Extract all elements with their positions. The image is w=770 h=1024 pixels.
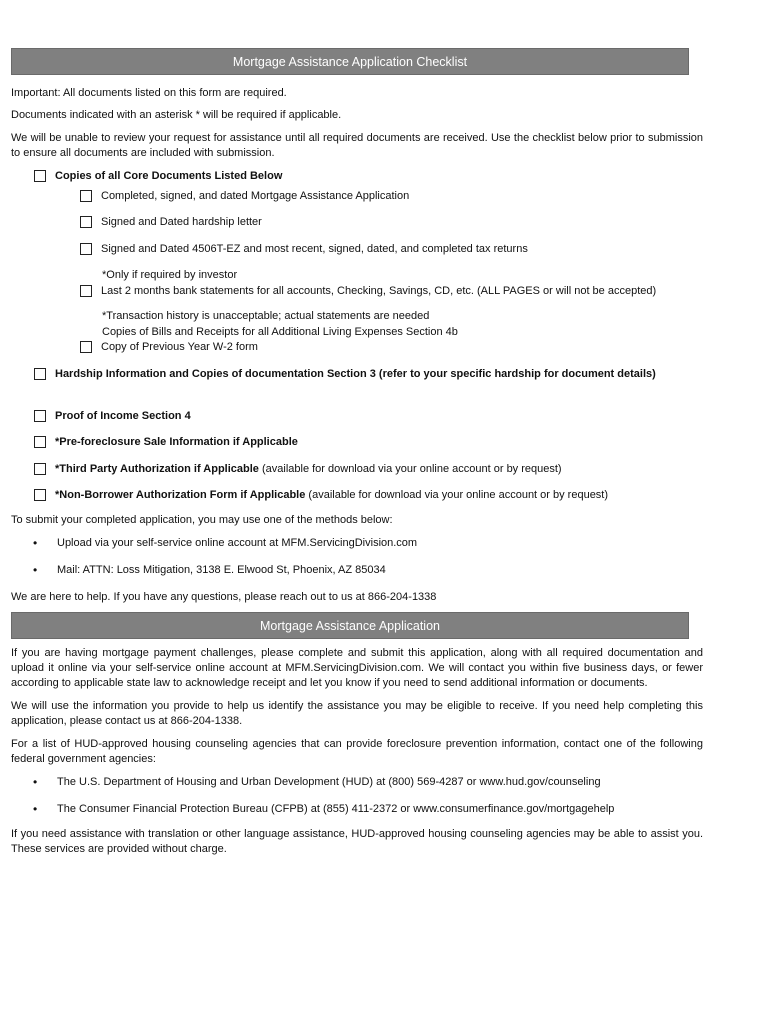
intro-asterisk: Documents indicated with an asterisk * will be required if applicable. — [11, 109, 342, 121]
bullet-icon: • — [33, 802, 38, 816]
submit-intro: To submit your completed application, you may use one of the methods below: — [11, 514, 393, 526]
income-section-label: Proof of Income Section 4 — [55, 410, 191, 422]
note-transaction: *Transaction history is unacceptable; actual statements are needed — [102, 310, 430, 322]
core-item-bank-statements — [80, 284, 656, 299]
agency-hud-text: The U.S. Department of Housing and Urban Development (HUD) at (800) 569-4287 or www.hud.gov/counseling — [57, 776, 601, 788]
submit-method-mail — [33, 563, 386, 578]
hardship-section-label: Hardship Information and Copies of documentation Section 3 (refer to your specific hardship for document details) — [55, 368, 656, 380]
income-section-checkbox[interactable] — [34, 410, 46, 422]
agency-cfpb — [33, 802, 614, 817]
core-documents-row — [34, 169, 282, 184]
section-non-borrower-row — [34, 488, 608, 503]
third-party-note: (available for download via your online account or by request) — [258, 463, 562, 475]
bullet-icon: • — [33, 536, 38, 550]
bank-statements-label: Last 2 months bank statements for all accounts, Checking, Savings, CD, etc. (ALL PAGES or will not be accepted) — [101, 285, 657, 297]
section-preforeclosure-row — [34, 435, 298, 450]
checklist-title-banner — [11, 48, 689, 75]
hardship-letter-checkbox[interactable] — [80, 216, 92, 228]
third-party-title: *Third Party Authorization if Applicable — [55, 463, 259, 475]
third-party-label — [55, 462, 562, 477]
hardship-section-checkbox[interactable] — [34, 368, 46, 380]
application-title-banner — [11, 612, 689, 639]
third-party-checkbox[interactable] — [34, 463, 46, 475]
section-third-party-row — [34, 462, 562, 477]
core-item-tax — [80, 242, 528, 257]
tax-returns-checkbox[interactable] — [80, 243, 92, 255]
application-checkbox[interactable] — [80, 190, 92, 202]
section-income-row — [34, 409, 191, 424]
core-item-w2 — [80, 340, 258, 355]
submit-method-upload — [33, 536, 417, 551]
bullet-icon: • — [33, 563, 38, 577]
application-label: Completed, signed, and dated Mortgage Assistance Application — [101, 190, 410, 202]
agency-hud — [33, 775, 601, 790]
tax-returns-label: Signed and Dated 4506T-EZ and most recent, signed, dated, and completed tax returns — [101, 243, 528, 255]
application-paragraph-1: If you are having mortgage payment challenges, please complete and submit this application, along with all required documentation and upload it online via your self-service online account at MFM.ServicingDivision.com. We will contact you within five business days, or fewer according to applicable state law to acknowledge receipt and let you know if you need to send additional information or documents. — [11, 647, 703, 689]
application-paragraph-2: We will use the information you provide to help us identify the assistance you may be eligible to receive. If you need help completing this application, please contact us at 866-204-1338. — [11, 700, 703, 727]
hardship-letter-label: Signed and Dated hardship letter — [101, 216, 262, 228]
non-borrower-label — [55, 488, 608, 503]
core-documents-checkbox[interactable] — [34, 170, 46, 182]
submit-method-mail-text: Mail: ATTN: Loss Mitigation, 3138 E. Elwood St, Phoenix, AZ 85034 — [57, 564, 386, 576]
submit-method-upload-text: Upload via your self-service online account at MFM.ServicingDivision.com — [57, 537, 418, 549]
preforeclosure-checkbox[interactable] — [34, 436, 46, 448]
intro-review: We will be unable to review your request for assistance until all required documents are received. Use the checklist below prior to submission to ensure all documents are included with submission. — [11, 132, 703, 159]
non-borrower-note: (available for download via your online account or by request) — [305, 489, 609, 501]
non-borrower-checkbox[interactable] — [34, 489, 46, 501]
application-title: Mortgage Assistance Application — [260, 619, 440, 633]
non-borrower-title: *Non-Borrower Authorization Form if Applicable — [55, 489, 306, 501]
help-line: We are here to help. If you have any questions, please reach out to us at 866-204-1338 — [11, 591, 437, 603]
closing-paragraph: If you need assistance with translation or other language assistance, HUD-approved housing counseling agencies may be able to assist you. These services are provided without charge. — [11, 828, 703, 855]
preforeclosure-label: *Pre-foreclosure Sale Information if Applicable — [55, 436, 298, 448]
agency-cfpb-text: The Consumer Financial Protection Bureau (CFPB) at (855) 411-2372 or www.consumerfinance.gov/mortgagehelp — [57, 803, 615, 815]
core-item-hardship-letter — [80, 215, 262, 230]
bank-statements-checkbox[interactable] — [80, 285, 92, 297]
note-bills: Copies of Bills and Receipts for all Additional Living Expenses Section 4b — [102, 326, 458, 338]
checklist-title: Mortgage Assistance Application Checklist — [232, 55, 468, 69]
w2-checkbox[interactable] — [80, 341, 92, 353]
application-paragraph-3: For a list of HUD-approved housing counseling agencies that can provide foreclosure prevention information, contact one of the following federal government agencies: — [11, 738, 703, 765]
core-documents-label: Copies of all Core Documents Listed Below — [55, 170, 283, 182]
bullet-icon: • — [33, 775, 38, 789]
w2-label: Copy of Previous Year W-2 form — [101, 341, 258, 353]
core-item-application — [80, 189, 409, 204]
intro-required: Important: All documents listed on this form are required. — [11, 87, 287, 99]
section-hardship-row — [34, 367, 704, 382]
note-investor: *Only if required by investor — [102, 269, 238, 281]
